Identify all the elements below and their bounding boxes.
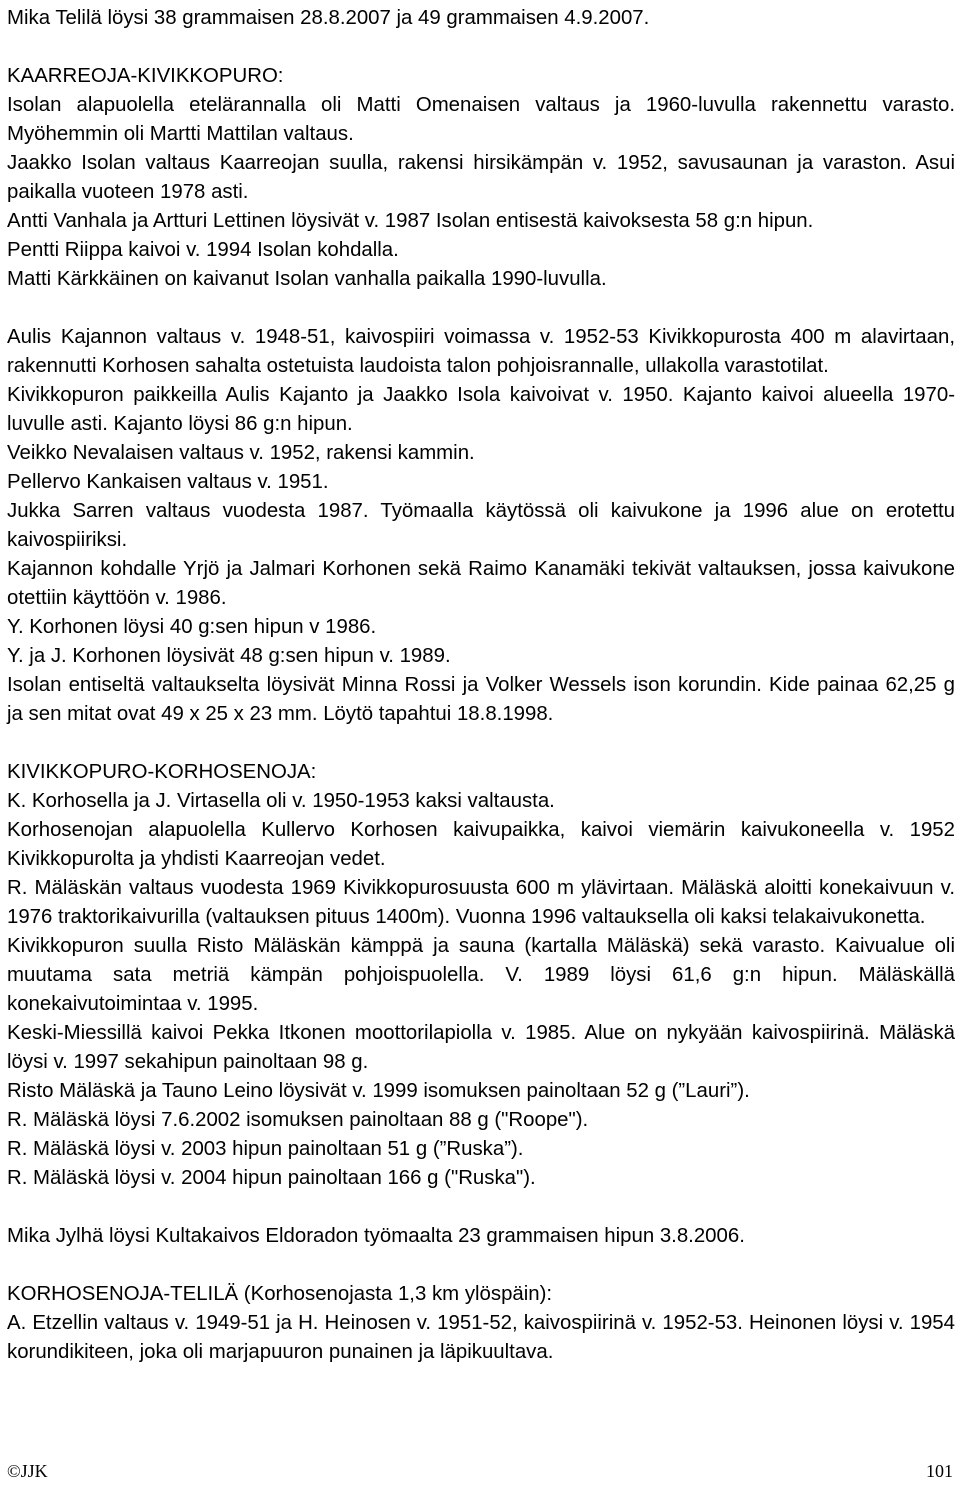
section-heading: KAARREOJA-KIVIKKOPURO: [7,65,284,87]
text-line: Pentti Riippa kaivoi v. 1994 Isolan kohdalla. [7,239,399,261]
text-line: Keski-Miessillä kaivoi Pekka Itkonen moottorilapiolla v. 1985. Alue on nykyään kaivospiirinä. Mäläskä löysi v. 1997 sekahipun painoltaan 98 g. [7,1022,955,1073]
text-line: Mika Jylhä löysi Kultakaivos Eldoradon työmaalta 23 grammaisen hipun 3.8.2006. [7,1225,745,1247]
text-line: Kivikkopuron suulla Risto Mäläskän kämppä ja sauna (kartalla Mäläskä) sekä varasto. Kaivualue oli muutama sata metriä kämpän pohjoispuolella. V. 1989 löysi 61,6 g:n hipun. Mäläskällä konekaivutoimintaa v. 1995. [7,935,955,1015]
paragraph-gap [7,33,955,62]
paragraph-gap [7,294,955,323]
paragraph-gap [7,1193,955,1222]
text-line: Isolan alapuolella etelärannalla oli Matti Omenaisen valtaus ja 1960-luvulla rakennettu varasto. Myöhemmin oli Martti Mattilan valtaus. [7,94,955,145]
text-line: Risto Mäläskä ja Tauno Leino löysivät v. 1999 isomuksen painoltaan 52 g (”Lauri”). [7,1080,750,1102]
section-heading: KORHOSENOJA-TELILÄ (Korhosenojasta 1,3 km ylöspäin): [7,1283,553,1305]
text-line: Jukka Sarren valtaus vuodesta 1987. Työmaalla käytössä oli kaivukone ja 1996 alue on erotettu kaivospiiriksi. [7,500,955,551]
text-line: Pellervo Kankaisen valtaus v. 1951. [7,471,329,493]
text-line: R. Mäläskä löysi v. 2004 hipun painoltaan 166 g ("Ruska"). [7,1167,536,1189]
text-line: K. Korhosella ja J. Virtasella oli v. 1950-1953 kaksi valtausta. [7,790,555,812]
text-line: A. Etzellin valtaus v. 1949-51 ja H. Heinosen v. 1951-52, kaivospiirinä v. 1952-53. Heinonen löysi v. 1954 korundikiteen, joka oli marjapuuron punainen ja läpikuultava. [7,1312,955,1363]
text-line: Antti Vanhala ja Artturi Lettinen löysivät v. 1987 Isolan entisestä kaivoksesta 58 g:n hipun. [7,210,814,232]
text-line: R. Mäläskä löysi v. 2003 hipun painoltaan 51 g (”Ruska”). [7,1138,524,1160]
text-line: Korhosenojan alapuolella Kullervo Korhosen kaivupaikka, kaivoi viemärin kaivukoneella v. 1952 Kivikkopurolta ja yhdisti Kaarreojan vedet. [7,819,955,870]
text-line: Matti Kärkkäinen on kaivanut Isolan vanhalla paikalla 1990-luvulla. [7,268,607,290]
text-line: Isolan entiseltä valtaukselta löysivät Minna Rossi ja Volker Wessels ison korundin. Kide painaa 62,25 g ja sen mitat ovat 49 x 25 x 23 mm. Löytö tapahtui 18.8.1998. [7,674,955,725]
text-line: Mika Telilä löysi 38 grammaisen 28.8.2007 ja 49 grammaisen 4.9.2007. [7,7,650,29]
document-page [7,4,955,1367]
section-heading: KIVIKKOPURO-KORHOSENOJA: [7,761,317,783]
text-line: Y. Korhonen löysi 40 g:sen hipun v 1986. [7,616,377,638]
paragraph-gap [7,1251,955,1280]
text-line: Kajannon kohdalle Yrjö ja Jalmari Korhonen sekä Raimo Kanamäki tekivät valtauksen, jossa kaivukone otettiin käyttöön v. 1986. [7,558,955,609]
text-line: R. Mäläskä löysi 7.6.2002 isomuksen painoltaan 88 g ("Roope"). [7,1109,589,1131]
text-line: Veikko Nevalaisen valtaus v. 1952, rakensi kammin. [7,442,475,464]
text-line: Aulis Kajannon valtaus v. 1948-51, kaivospiiri voimassa v. 1952-53 Kivikkopurosta 400 m alavirtaan, rakennutti Korhosen sahalta ostetuista laudoista talon pohjoisrannalle, ullakolla varastotilat. [7,326,955,377]
page-number: 101 [926,1461,953,1481]
paragraph-gap [7,729,955,758]
text-line: Jaakko Isolan valtaus Kaarreojan suulla, rakensi hirsikämpän v. 1952, savusaunan ja varaston. Asui paikalla vuoteen 1978 asti. [7,152,955,203]
page-footer [7,1460,953,1482]
text-line: R. Mäläskän valtaus vuodesta 1969 Kivikkopurosuusta 600 m ylävirtaan. Mäläskä aloitti konekaivuun v. 1976 traktorikaivurilla (valtauksen pituus 1400m). Vuonna 1996 valtauksella oli kaksi telakaivukonetta. [7,877,955,928]
text-line: Kivikkopuron paikkeilla Aulis Kajanto ja Jaakko Isola kaivoivat v. 1950. Kajanto kaivoi alueella 1970-luvulle asti. Kajanto löysi 86 g:n hipun. [7,384,955,435]
copyright-mark: ©JJK [7,1461,48,1481]
text-line: Y. ja J. Korhonen löysivät 48 g:sen hipun v. 1989. [7,645,451,667]
